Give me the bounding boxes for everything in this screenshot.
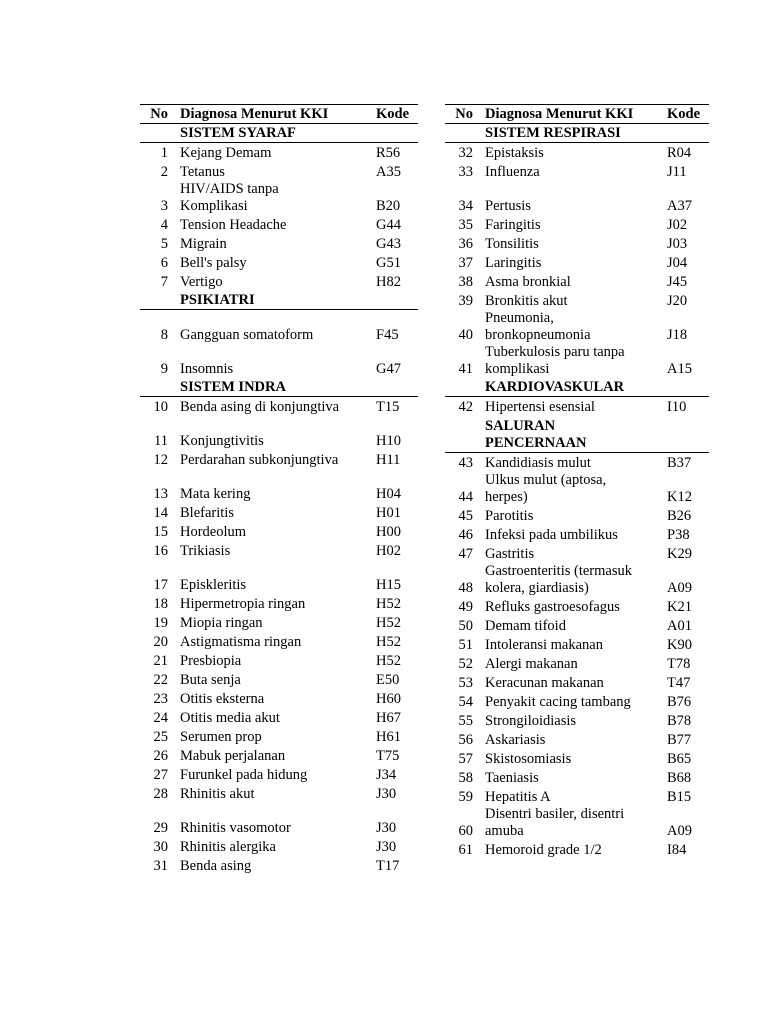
row-number: 56 <box>458 731 473 748</box>
row-number: 9 <box>160 361 168 377</box>
table-row <box>445 730 709 749</box>
table-row <box>445 310 709 344</box>
diagnosis-name: Penyakit cacing tambang <box>485 693 631 710</box>
diagnosis-name: Kandidiasis mulut <box>485 454 591 471</box>
icd-code: G43 <box>376 236 401 252</box>
section-header-row <box>140 378 418 397</box>
table-row <box>445 452 709 472</box>
icd-code: T47 <box>667 674 691 691</box>
diagnosis-name: Perdarahan subkonjungtiva <box>180 452 339 468</box>
row-number: 12 <box>153 452 168 468</box>
row-number: 3 <box>160 198 168 214</box>
row-number: 44 <box>458 488 473 505</box>
diagnosis-name: Tetanus <box>180 164 225 180</box>
diagnosis-name: Mabuk perjalanan <box>180 748 286 764</box>
row-number: 60 <box>458 822 473 839</box>
row-number: 6 <box>160 255 168 271</box>
icd-code: H82 <box>376 274 401 290</box>
icd-code: J45 <box>667 274 688 290</box>
table-header <box>140 105 418 124</box>
icd-code: K21 <box>667 598 692 615</box>
icd-code: G51 <box>376 255 401 271</box>
section-spacer <box>663 378 709 397</box>
row-number: 4 <box>160 217 168 233</box>
table-row <box>445 181 709 215</box>
table-row <box>140 746 418 765</box>
diagnosis-name: Konjungtivitis <box>180 433 264 449</box>
table-row <box>140 765 418 784</box>
icd-code: B65 <box>667 750 692 767</box>
table-row <box>445 344 709 378</box>
row-number: 43 <box>458 454 473 471</box>
icd-code: I84 <box>667 841 687 858</box>
diagnosis-name: Laringitis <box>485 255 542 271</box>
icd-code: J04 <box>667 255 688 271</box>
diagnosis-name: Alergi makanan <box>485 655 578 672</box>
table-row <box>140 310 418 345</box>
icd-code: H00 <box>376 524 401 540</box>
diagnosis-name: Gangguan somatoform <box>180 327 314 343</box>
icd-code: H15 <box>376 577 401 593</box>
table-row <box>140 708 418 727</box>
diagnosis-name: Miopia ringan <box>180 615 263 631</box>
right-diagnosis-table <box>445 104 709 859</box>
row-number: 37 <box>458 255 473 271</box>
diagnosis-name: Gastritis <box>485 545 535 562</box>
icd-code: J30 <box>376 839 397 855</box>
row-number: 35 <box>458 217 473 233</box>
icd-code: H10 <box>376 433 401 449</box>
table-row <box>140 560 418 594</box>
section-spacer <box>663 124 709 143</box>
header-no: No <box>445 105 485 124</box>
table-row <box>445 673 709 692</box>
section-title: SISTEM INDRA <box>180 378 372 397</box>
icd-code: A15 <box>667 361 692 377</box>
header-diagnosa: Diagnosa Menurut KKI <box>485 105 663 124</box>
diagnosis-name: Hipertensi esensial <box>485 399 595 415</box>
row-number: 28 <box>153 786 168 802</box>
diagnosis-name: Tonsilitis <box>485 236 539 252</box>
row-number: 15 <box>153 524 168 540</box>
diagnosis-name: Hemoroid grade 1/2 <box>485 841 602 858</box>
table-row <box>140 503 418 522</box>
table-row <box>445 272 709 291</box>
table-row <box>140 541 418 560</box>
section-header-row <box>445 378 709 397</box>
row-number: 13 <box>153 486 168 502</box>
diagnosis-name: Hordeolum <box>180 524 247 540</box>
row-number: 41 <box>458 361 473 377</box>
diagnosis-name: Faringitis <box>485 217 541 233</box>
row-number: 16 <box>153 543 168 559</box>
icd-code: H52 <box>376 653 401 669</box>
row-number: 40 <box>458 327 473 343</box>
diagnosis-name: Blefaritis <box>180 505 234 521</box>
section-header-row <box>445 124 709 143</box>
table-row <box>140 162 418 181</box>
diagnosis-name: Epistaksis <box>485 145 544 161</box>
diagnosis-name: Ulkus mulut (aptosa, herpes) <box>485 471 607 505</box>
icd-code: F45 <box>376 327 399 343</box>
icd-code: H01 <box>376 505 401 521</box>
row-number: 54 <box>458 693 473 710</box>
row-number: 33 <box>458 164 473 180</box>
table-row <box>445 215 709 234</box>
table-row <box>445 768 709 787</box>
diagnosis-name: Vertigo <box>180 274 223 290</box>
table-row <box>140 670 418 689</box>
table-row <box>140 234 418 253</box>
diagnosis-name: HIV/AIDS tanpa Komplikasi <box>180 181 279 214</box>
row-number: 59 <box>458 788 473 805</box>
icd-code: J03 <box>667 236 688 252</box>
section-spacer <box>663 416 709 452</box>
diagnosis-name: Otitis media akut <box>180 710 280 726</box>
section-title: SALURAN PENCERNAAN <box>485 416 663 452</box>
row-number: 42 <box>458 399 473 415</box>
table-row <box>140 784 418 803</box>
diagnosis-name: Episkleritis <box>180 577 247 593</box>
diagnosis-name: Mata kering <box>180 486 251 502</box>
diagnosis-name: Askariasis <box>485 731 546 748</box>
row-number: 51 <box>458 636 473 653</box>
icd-code: I10 <box>667 399 687 415</box>
icd-code: H04 <box>376 486 401 502</box>
header-diagnosa: Diagnosa Menurut KKI <box>180 105 372 124</box>
table-row <box>445 806 709 840</box>
left-diagnosis-table <box>140 104 418 875</box>
table-row <box>140 450 418 469</box>
diagnosis-name: Bell's palsy <box>180 255 247 271</box>
diagnosis-name: Disentri basiler, disentri amuba <box>485 805 625 839</box>
row-number: 2 <box>160 164 168 180</box>
row-number: 45 <box>458 507 473 524</box>
icd-code: B15 <box>667 788 692 805</box>
icd-code: T75 <box>376 748 400 764</box>
row-number: 31 <box>153 858 168 874</box>
table-row <box>140 613 418 632</box>
icd-code: A37 <box>667 198 692 214</box>
diagnosis-name: Furunkel pada hidung <box>180 767 308 783</box>
icd-code: B68 <box>667 769 692 786</box>
row-number: 58 <box>458 769 473 786</box>
diagnosis-name: Demam tifoid <box>485 617 566 634</box>
row-number: 34 <box>458 198 473 214</box>
row-number: 57 <box>458 750 473 767</box>
section-title: PSIKIATRI <box>180 291 372 310</box>
row-number: 50 <box>458 617 473 634</box>
diagnosis-name: Infeksi pada umbilikus <box>485 526 618 543</box>
icd-code: H11 <box>376 452 401 468</box>
diagnosis-name: Migrain <box>180 236 227 252</box>
row-number: 48 <box>458 579 473 596</box>
diagnosis-name: Serumen prop <box>180 729 262 745</box>
row-number: 47 <box>458 545 473 562</box>
diagnosis-name: Gastroenteritis (termasuk kolera, giardiasis) <box>485 562 632 596</box>
table-row <box>445 597 709 616</box>
table-row <box>140 594 418 613</box>
section-spacer <box>445 124 485 143</box>
icd-code: J11 <box>667 164 687 180</box>
row-number: 11 <box>154 433 168 449</box>
row-number: 19 <box>153 615 168 631</box>
icd-code: G44 <box>376 217 401 233</box>
icd-code: B77 <box>667 731 692 748</box>
row-number: 29 <box>153 820 168 836</box>
header-kode: Kode <box>663 105 709 124</box>
diagnosis-name: Trikiasis <box>180 543 231 559</box>
row-number: 18 <box>153 596 168 612</box>
table-row <box>445 525 709 544</box>
table-row <box>445 397 709 417</box>
diagnosis-name: Pertusis <box>485 198 531 214</box>
table-row <box>140 253 418 272</box>
section-spacer <box>445 416 485 452</box>
table-row <box>140 837 418 856</box>
diagnosis-name: Otitis eksterna <box>180 691 265 707</box>
table-row <box>140 469 418 503</box>
diagnosis-name: Presbiopia <box>180 653 242 669</box>
icd-code: J30 <box>376 820 397 836</box>
icd-code: J34 <box>376 767 397 783</box>
row-number: 7 <box>160 274 168 290</box>
row-number: 5 <box>160 236 168 252</box>
row-number: 17 <box>153 577 168 593</box>
row-number: 27 <box>153 767 168 783</box>
diagnosis-name: Benda asing di konjungtiva <box>180 399 340 415</box>
icd-code: H60 <box>376 691 401 707</box>
section-title: SISTEM RESPIRASI <box>485 124 663 143</box>
row-number: 30 <box>153 839 168 855</box>
row-number: 23 <box>153 691 168 707</box>
icd-code: B20 <box>376 198 401 214</box>
icd-code: T78 <box>667 655 691 672</box>
section-spacer <box>372 378 418 397</box>
diagnosis-name: Keracunan makanan <box>485 674 604 691</box>
diagnosis-name: Hepatitis A <box>485 788 551 805</box>
diagnosis-name: Benda asing <box>180 858 252 874</box>
icd-code: E50 <box>376 672 400 688</box>
icd-code: K90 <box>667 636 692 653</box>
section-spacer <box>445 378 485 397</box>
icd-code: A09 <box>667 579 692 596</box>
row-number: 49 <box>458 598 473 615</box>
diagnosis-name: Rhinitis vasomotor <box>180 820 291 836</box>
diagnosis-name: Intoleransi makanan <box>485 636 603 653</box>
table-row <box>445 616 709 635</box>
table-row <box>140 632 418 651</box>
icd-code: A01 <box>667 617 692 634</box>
table-row <box>445 253 709 272</box>
icd-code: A09 <box>667 822 692 839</box>
section-header-row <box>140 124 418 143</box>
diagnosis-name: Bronkitis akut <box>485 293 568 309</box>
section-spacer <box>140 378 180 397</box>
row-number: 26 <box>153 748 168 764</box>
diagnosis-name: Skistosomiasis <box>485 750 572 767</box>
icd-code: H02 <box>376 543 401 559</box>
row-number: 39 <box>458 293 473 309</box>
table-row <box>445 787 709 806</box>
table-row <box>445 563 709 597</box>
table-row <box>445 234 709 253</box>
icd-code: J02 <box>667 217 688 233</box>
icd-code: T17 <box>376 858 400 874</box>
icd-code: J20 <box>667 293 688 309</box>
icd-code: H52 <box>376 596 401 612</box>
diagnosis-name: Rhinitis akut <box>180 786 255 802</box>
diagnosis-name: Buta senja <box>180 672 241 688</box>
row-number: 52 <box>458 655 473 672</box>
row-number: 1 <box>160 145 168 161</box>
row-number: 22 <box>153 672 168 688</box>
table-row <box>140 416 418 450</box>
icd-code: H52 <box>376 615 401 631</box>
row-number: 21 <box>153 653 168 669</box>
diagnosis-name: Rhinitis alergika <box>180 839 276 855</box>
icd-code: J18 <box>667 327 688 343</box>
row-number: 24 <box>153 710 168 726</box>
diagnosis-name: Strongiloidiasis <box>485 712 577 729</box>
section-header-row <box>140 291 418 310</box>
row-number: 55 <box>458 712 473 729</box>
diagnosis-name: Influenza <box>485 164 540 180</box>
table-row <box>140 651 418 670</box>
table-row <box>140 344 418 378</box>
table-row <box>445 291 709 310</box>
row-number: 10 <box>153 399 168 415</box>
table-row <box>140 689 418 708</box>
section-spacer <box>372 291 418 310</box>
diagnosis-name: Astigmatisma ringan <box>180 634 302 650</box>
diagnosis-name: Pneumonia, bronkopneumonia <box>485 310 591 343</box>
icd-code: B37 <box>667 454 692 471</box>
table-row <box>445 143 709 163</box>
diagnosis-name: Tension Headache <box>180 217 287 233</box>
icd-code: K12 <box>667 488 692 505</box>
row-number: 36 <box>458 236 473 252</box>
section-header-row <box>445 416 709 452</box>
icd-code: R56 <box>376 145 401 161</box>
table-row <box>445 162 709 181</box>
table-row <box>140 803 418 837</box>
row-number: 14 <box>153 505 168 521</box>
table-row <box>445 692 709 711</box>
table-row <box>445 711 709 730</box>
icd-code: H61 <box>376 729 401 745</box>
table-row <box>445 654 709 673</box>
section-title: SISTEM SYARAF <box>180 124 372 143</box>
table-row <box>140 181 418 215</box>
header-kode: Kode <box>372 105 418 124</box>
table-row <box>445 544 709 563</box>
row-number: 61 <box>458 841 473 858</box>
section-spacer <box>140 291 180 310</box>
table-row <box>445 840 709 859</box>
row-number: 32 <box>458 145 473 161</box>
table-row <box>140 397 418 417</box>
diagnosis-name: Refluks gastroesofagus <box>485 598 620 615</box>
row-number: 38 <box>458 274 473 290</box>
icd-code: P38 <box>667 526 690 543</box>
icd-code: B26 <box>667 507 692 524</box>
table-row <box>445 472 709 506</box>
diagnosis-name: Insomnis <box>180 361 234 377</box>
icd-code: B78 <box>667 712 692 729</box>
row-number: 25 <box>153 729 168 745</box>
diagnosis-name: Kejang Demam <box>180 145 272 161</box>
header-no: No <box>140 105 180 124</box>
icd-code: A35 <box>376 164 401 180</box>
section-title: KARDIOVASKULAR <box>485 378 663 397</box>
section-spacer <box>372 124 418 143</box>
diagnosis-name: Hipermetropia ringan <box>180 596 306 612</box>
row-number: 20 <box>153 634 168 650</box>
row-number: 8 <box>160 327 168 343</box>
table-row <box>140 727 418 746</box>
icd-code: B76 <box>667 693 692 710</box>
icd-code: G47 <box>376 361 401 377</box>
icd-code: J30 <box>376 786 397 802</box>
section-spacer <box>140 124 180 143</box>
row-number: 46 <box>458 526 473 543</box>
icd-code: T15 <box>376 399 400 415</box>
table-row <box>140 522 418 541</box>
icd-code: K29 <box>667 545 692 562</box>
table-row <box>445 749 709 768</box>
table-row <box>140 272 418 291</box>
icd-code: H52 <box>376 634 401 650</box>
icd-code: H67 <box>376 710 401 726</box>
table-header <box>445 105 709 124</box>
table-row <box>140 856 418 875</box>
table-row <box>140 215 418 234</box>
diagnosis-name: Asma bronkial <box>485 274 571 290</box>
icd-code: R04 <box>667 145 692 161</box>
diagnosis-name: Tuberkulosis paru tanpa komplikasi <box>485 344 625 377</box>
diagnosis-name: Taeniasis <box>485 769 539 786</box>
table-row <box>445 635 709 654</box>
table-row <box>140 143 418 163</box>
table-row <box>445 506 709 525</box>
diagnosis-name: Parotitis <box>485 507 534 524</box>
row-number: 53 <box>458 674 473 691</box>
